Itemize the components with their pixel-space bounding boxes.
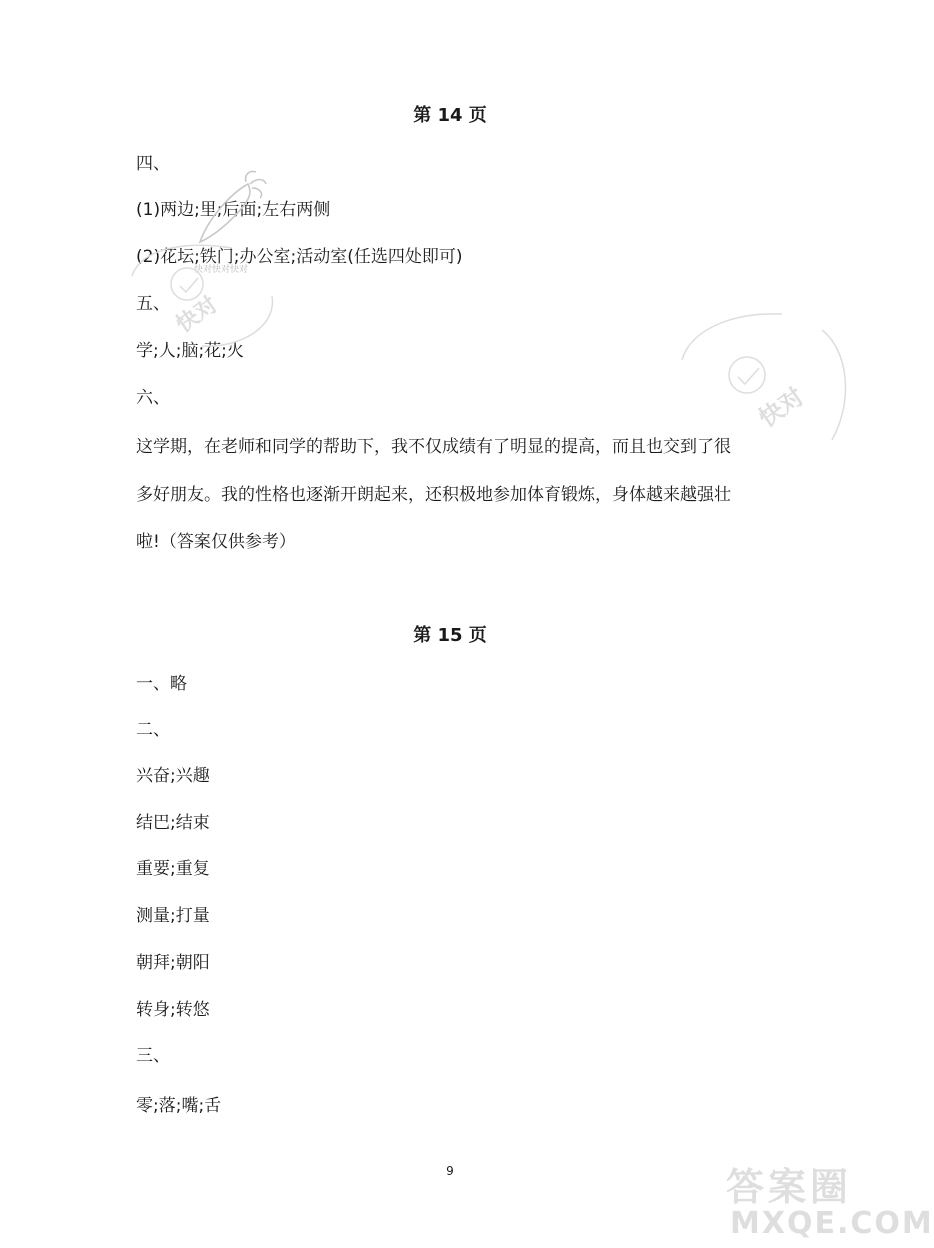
section-title-page-14: 第 14 页: [413, 105, 487, 126]
answer-line: 结巴;结束: [136, 813, 210, 833]
answer-line: 朝拜;朝阳: [136, 953, 210, 973]
stamp-watermark-right-text: 快对: [753, 382, 810, 433]
corner-logo-watermark: 答案圈: [726, 1165, 853, 1209]
section-title-page-15: 第 15 页: [413, 625, 487, 646]
answer-line: 重要;重复: [136, 859, 210, 879]
small-watermark-text: 快对快对快对: [194, 265, 249, 275]
answer-line: 零;落;嘴;舌: [136, 1096, 222, 1116]
answer-line: 四、: [136, 154, 170, 174]
answer-paragraph-line: 多好朋友。我的性格也逐渐开朗起来，还积极地参加体育锻炼，身体越来越强壮: [136, 485, 731, 505]
answer-line: 转身;转悠: [136, 1000, 210, 1020]
page-number: 9: [446, 1164, 454, 1178]
answer-line: 学;人;脑;花;火: [136, 341, 244, 361]
answer-line: 兴奋;兴趣: [136, 766, 210, 786]
answer-line: 六、: [136, 388, 170, 408]
answer-line: 二、: [136, 720, 170, 740]
answer-line: (2)花坛;铁门;办公室;活动室(任选四处即可): [136, 247, 463, 267]
stamp-watermark-left-text: 快对: [171, 292, 223, 339]
answer-line: 三、: [136, 1046, 170, 1066]
answer-paragraph-line: 这学期，在老师和同学的帮助下，我不仅成绩有了明显的提高，而且也交到了很: [136, 437, 731, 457]
answer-line: (1)两边;里;后面;左右两侧: [136, 200, 331, 220]
answer-line: 测量;打量: [136, 906, 210, 926]
answer-paragraph-line: 啦!（答案仅供参考）: [136, 532, 296, 552]
answer-line: 一、略: [136, 674, 187, 694]
corner-logo-url-watermark: MXQE.COM: [730, 1206, 934, 1241]
answer-line: 五、: [136, 294, 170, 314]
